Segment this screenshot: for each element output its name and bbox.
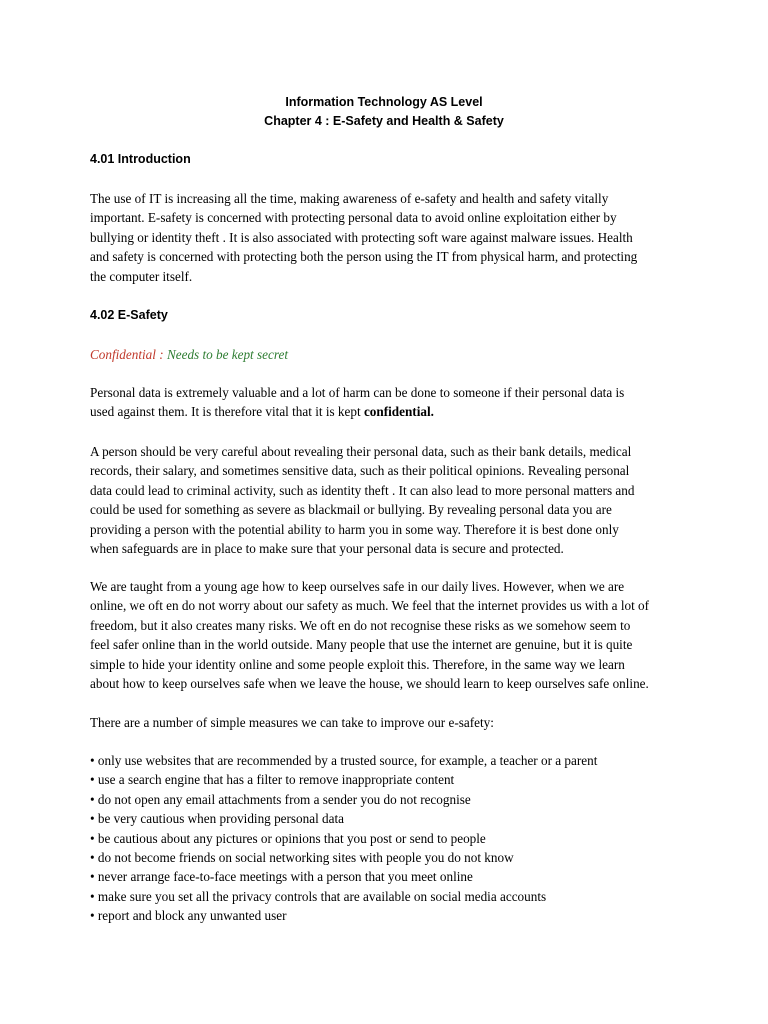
paragraph-line: bullying or identity theft . It is also associated with protecting soft ware against malware issues. Health [90, 229, 633, 245]
paragraph-line: simple to hide your identity online and some people exploit this. Therefore, in the same way we learn [90, 656, 625, 672]
document-header [0, 93, 768, 131]
paragraph-line: feel safer online than in the world outside. Many people that use the internet are genuine, but it is quite [90, 637, 633, 653]
paragraph-line: Personal data is extremely valuable and a lot of harm can be done to someone if their personal data is [90, 385, 625, 400]
list-item: • make sure you set all the privacy controls that are available on social media accounts [90, 888, 547, 904]
paragraph-line: the computer itself. [90, 268, 193, 284]
list-item: • be cautious about any pictures or opinions that you post or send to people [90, 830, 486, 846]
list-item: • report and block any unwanted user [90, 908, 287, 924]
list-item: • use a search engine that has a filter to remove inappropriate content [90, 772, 455, 788]
esafety-measures-list [90, 751, 597, 926]
revealing-data-paragraph [90, 442, 690, 558]
paragraph-line: and safety is concerned with protecting both the person using the IT from physical harm, and protecting [90, 249, 638, 265]
paragraph-line: could be used for something as severe as blackmail or bullying. By revealing personal data you are [90, 502, 612, 518]
list-item: • be very cautious when providing personal data [90, 811, 345, 827]
introduction-paragraph [90, 189, 690, 286]
definition-separator: : [155, 347, 167, 362]
paragraph-line: A person should be very careful about revealing their personal data, such as their bank details, medical [90, 444, 632, 459]
paragraph-line: online, we oft en do not worry about our safety as much. We feel that the internet provides us with a lot of [90, 598, 650, 614]
paragraph-line: data could lead to criminal activity, such as identity theft . It can also lead to more personal matters and [90, 482, 635, 498]
definition-meaning: Needs to be kept secret [166, 347, 289, 362]
personal-data-paragraph [90, 383, 690, 422]
list-item: • do not open any email attachments from a sender you do not recognise [90, 791, 471, 807]
paragraph-line [90, 402, 690, 421]
list-item: • only use websites that are recommended by a trusted source, for example, a teacher or a parent [90, 753, 598, 768]
definition-term: Confidential [90, 347, 156, 362]
paragraph-line: freedom, but it also creates many risks. We oft en do not recognise these risks as we somehow seem to [90, 617, 631, 633]
paragraph-line: providing a person with the potential ability to harm you in some way. Therefore it is best done only [90, 521, 619, 537]
paragraph-text: used against them. It is therefore vital that it is kept [90, 404, 364, 420]
list-item: • do not become friends on social networking sites with people you do not know [90, 850, 514, 866]
online-safety-paragraph [90, 577, 690, 693]
document-title: Information Technology AS Level [285, 95, 483, 109]
emphasis-confidential: confidential. [363, 404, 434, 420]
list-item: • never arrange face-to-face meetings with a person that you meet online [90, 869, 473, 885]
paragraph-line: records, their salary, and sometimes sensitive data, such as their political opinions. Revealing personal [90, 463, 630, 479]
document-subtitle: Chapter 4 : E-Safety and Health & Safety [264, 114, 504, 128]
paragraph-line: There are a number of simple measures we can take to improve our e-safety: [90, 715, 494, 730]
paragraph-line: when safeguards are in place to make sure that your personal data is secure and protected. [90, 541, 564, 557]
definition-confidential [90, 345, 288, 364]
measures-intro [90, 713, 690, 732]
section-heading-esafety: 4.02 E-Safety [90, 308, 168, 322]
section-heading-introduction: 4.01 Introduction [90, 152, 191, 166]
paragraph-line: about how to keep ourselves safe when we leave the house, we should learn to keep ourselves safe online. [90, 676, 649, 692]
paragraph-line: We are taught from a young age how to keep ourselves safe in our daily lives. However, when we are [90, 579, 625, 594]
paragraph-line: important. E-safety is concerned with protecting personal data to avoid online exploitation either by [90, 210, 617, 226]
paragraph-line: The use of IT is increasing all the time, making awareness of e-safety and health and safety vitally [90, 191, 609, 206]
